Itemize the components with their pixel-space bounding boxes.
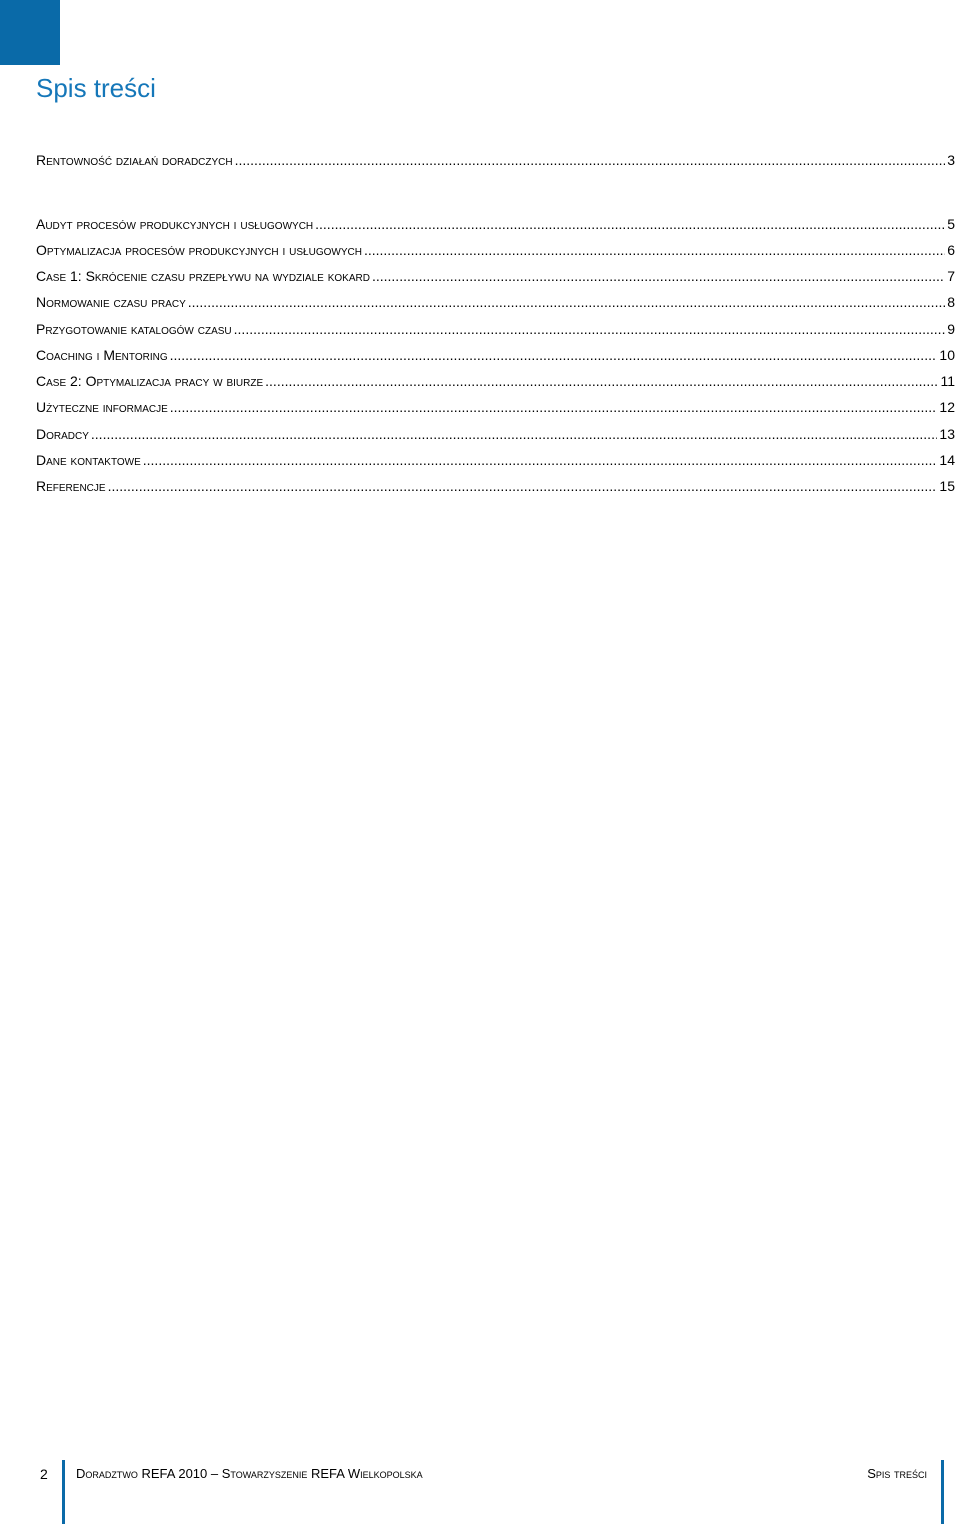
toc-entry-label: Optymalizacja procesów produkcyjnych i usługowych bbox=[36, 242, 362, 258]
toc-entry-page: 9 bbox=[947, 321, 955, 337]
toc-entry[interactable] bbox=[36, 397, 955, 417]
toc-dot-leader bbox=[91, 424, 938, 444]
toc-entry-label: Przygotowanie katalogów czasu bbox=[36, 321, 232, 337]
toc-entry-page: 15 bbox=[939, 478, 955, 494]
toc-entry-label: Case 2: Optymalizacja pracy w biurze bbox=[36, 373, 264, 389]
toc-dot-leader bbox=[143, 450, 938, 470]
toc-dot-leader bbox=[315, 214, 945, 234]
toc-entry-page: 8 bbox=[947, 294, 955, 310]
footer-divider-right bbox=[941, 1460, 944, 1524]
toc-entry-page: 6 bbox=[947, 242, 955, 258]
toc-entry-page: 14 bbox=[939, 452, 955, 468]
toc-entry-page: 7 bbox=[947, 268, 955, 284]
toc-dot-leader bbox=[170, 397, 938, 417]
footer-section-name: Spis treści bbox=[867, 1466, 927, 1481]
toc-entry-page: 13 bbox=[939, 426, 955, 442]
toc-dot-leader bbox=[372, 266, 945, 286]
toc-entry[interactable] bbox=[36, 371, 955, 391]
toc-entry[interactable] bbox=[36, 450, 955, 470]
toc-entry-label: Coaching i Mentoring bbox=[36, 347, 168, 363]
toc-entry-label: Normowanie czasu pracy bbox=[36, 294, 186, 310]
page-title: Spis treści bbox=[36, 73, 156, 103]
toc-entry[interactable] bbox=[36, 240, 955, 260]
toc-dot-leader bbox=[108, 476, 938, 496]
toc-entry-label: Użyteczne informacje bbox=[36, 399, 168, 415]
toc-entry-page: 5 bbox=[947, 216, 955, 232]
toc-entry[interactable] bbox=[36, 150, 955, 170]
toc-entry[interactable] bbox=[36, 345, 955, 365]
toc-entry-label: Rentowność działań doradczych bbox=[36, 152, 233, 168]
header-corner-block bbox=[0, 0, 60, 65]
toc-entry[interactable] bbox=[36, 424, 955, 444]
toc-entry-page: 12 bbox=[939, 399, 955, 415]
toc-entry-label: Case 1: Skrócenie czasu przepływu na wydziale kokard bbox=[36, 268, 370, 284]
toc-entry[interactable] bbox=[36, 292, 955, 312]
toc-entry-page: 3 bbox=[947, 152, 955, 168]
toc-entry[interactable] bbox=[36, 476, 955, 496]
toc-dot-leader bbox=[234, 319, 946, 339]
footer-page-number: 2 bbox=[40, 1466, 48, 1482]
footer-divider-left bbox=[62, 1460, 65, 1524]
toc-entry[interactable] bbox=[36, 214, 955, 234]
toc-entry-label: Doradcy bbox=[36, 426, 89, 442]
toc-entry-label: Referencje bbox=[36, 478, 106, 494]
toc-dot-leader bbox=[170, 345, 938, 365]
toc-dot-leader bbox=[364, 240, 945, 260]
toc-dot-leader bbox=[235, 150, 946, 170]
toc-entry-page: 10 bbox=[939, 347, 955, 363]
footer-text: Doradztwo REFA 2010 – Stowarzyszenie REFA Wielkopolska bbox=[76, 1466, 423, 1481]
toc-entry-label: Dane kontaktowe bbox=[36, 452, 141, 468]
toc-entry[interactable] bbox=[36, 319, 955, 339]
toc-dot-leader bbox=[265, 371, 938, 391]
toc-entry[interactable] bbox=[36, 266, 955, 286]
toc-entry-label: Audyt procesów produkcyjnych i usługowych bbox=[36, 216, 314, 232]
toc-entry-page: 11 bbox=[940, 373, 955, 389]
toc-dot-leader bbox=[188, 292, 945, 312]
